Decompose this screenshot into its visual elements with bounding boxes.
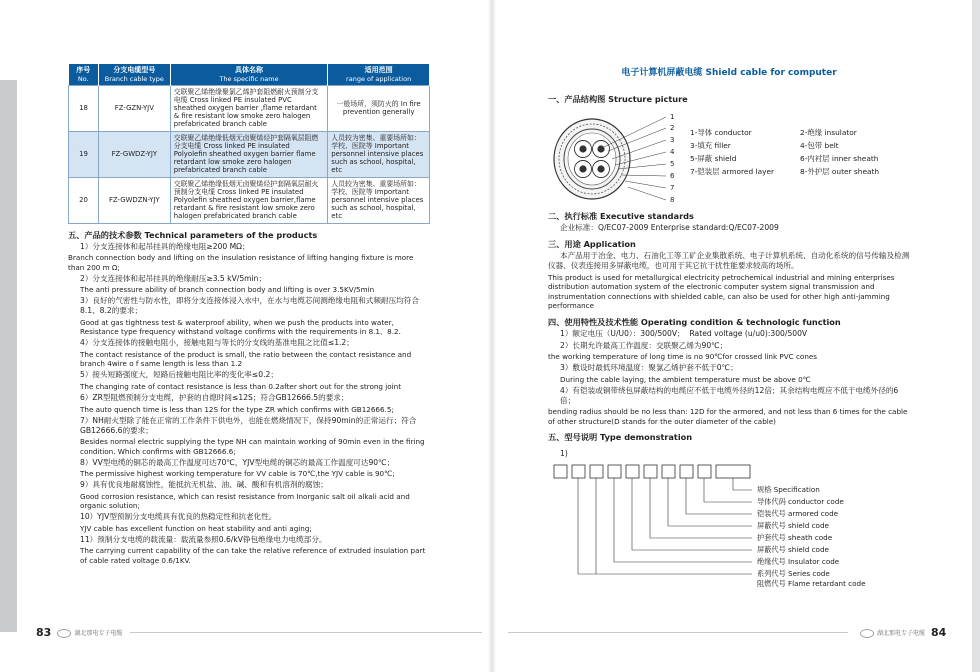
- left-edge-bar: [0, 80, 17, 632]
- param-zh: 9）具有优良地耐腐蚀性，能抵抗无机盐、油、碱、酸和有机溶剂的腐蚀；: [80, 480, 328, 490]
- logo-icon: [860, 629, 874, 638]
- header-name: 具体名称 The specific name: [170, 64, 328, 85]
- cell-name: 交联聚乙烯绝缘低烟无卤聚烯烃护套隔氧层阻燃分支电缆 Cross linked PE insulated Polyolefin sheathed oxygen barrier flame retardant low smoke zero halogen prefabricated branch cable: [170, 131, 328, 177]
- page-number: 84: [931, 626, 947, 639]
- footer-rule-right: [508, 632, 848, 633]
- structure-legend: [690, 127, 910, 179]
- table-row: [69, 85, 430, 131]
- page-number: 83: [36, 626, 52, 639]
- param-en: Good corrosion resistance, which can resist resistance from Inorganic salt oil alkali acid and organic solution;: [80, 491, 410, 511]
- left-page: [68, 64, 430, 565]
- param-en: Besides normal electric supplying the type NH can maintain working of 90min even in the firing condition. Which confirms with GB12666.6;: [80, 437, 425, 456]
- section-application-heading: 三、用途 Application: [548, 239, 636, 250]
- param-zh: 8）VV型电缆的铜芯的最高工作温度可达70℃，YJV型电缆的铜芯的最高工作温度可达90℃；: [80, 457, 395, 467]
- diagram-number: 1: [670, 112, 675, 121]
- cell-no: 19: [69, 131, 99, 177]
- legend-item: 7-铠装层 armored layer: [690, 167, 775, 177]
- footer-right: [860, 626, 946, 641]
- diagram-number: 5: [670, 159, 675, 168]
- diagram-number: 2: [670, 123, 675, 132]
- company-logo: 湖北那电专子电缆: [57, 629, 122, 638]
- table-row: [69, 177, 430, 223]
- table-row: [69, 131, 430, 177]
- standards-text: 企业标准：Q/EC07-2009 Enterprise standard:Q/EC07-2009: [560, 223, 779, 233]
- cell-range: 一般场所，须防火的 In fire prevention generally: [328, 85, 430, 131]
- right-edge-bar: [972, 0, 980, 672]
- model-label: 系列代号 Series code: [757, 569, 830, 579]
- cell-no: 20: [69, 177, 99, 223]
- diagram-number: 8: [670, 195, 675, 204]
- header-no: 序号 No.: [69, 64, 99, 85]
- model-label: 屏蔽代号 shield code: [757, 545, 829, 555]
- model-label: 阻燃代号 Flame retardant code: [757, 579, 866, 589]
- param-en: The anti pressure ability of branch connection body and lifting is over 3.5KV/5min: [80, 285, 375, 295]
- cell-name: 交联聚乙烯绝缘聚氯乙烯护套阻燃耐火预制分支电缆 Cross linked PE insulated PVC sheathed oxygen barrier ,flame retardant & fire resistant low smoke zero halogen prefabricated branch cable: [170, 85, 328, 131]
- section-technical-parameters-heading: 五、产品的技术参数 Technical parameters of the products: [68, 229, 318, 240]
- model-label: 铠装代号 armored code: [757, 509, 839, 519]
- param-en: Branch connection body and lifting on the insulation resistance of lifting hanging fixture is more than 200 m Ω;: [68, 253, 414, 272]
- section-type-demonstration-heading: 五、型号说明 Type demonstration: [548, 432, 693, 443]
- param-en: The permissive highest working temperature for VV cable is 70℃,the YJV cable is 90℃;: [80, 469, 395, 479]
- operating-item: 4）有铠装或铜带绕包屏蔽结构的电缆应不低于电缆外径的12倍；其余结构电缆应不低于电缆外径的6倍；: [560, 385, 899, 405]
- model-label: 规格 Specification: [757, 485, 820, 495]
- param-zh: 6）ZR型阻燃预制分支电缆，护套的自熄时间≤12S；符合GB12666.5的要求；: [80, 393, 349, 402]
- diagram-number: 7: [670, 183, 675, 192]
- param-zh: 5）接头短路强度大，短路后接触电阻比率的变化率≤0.2；: [80, 370, 278, 380]
- model-label: 屏蔽代号 shield code: [757, 521, 829, 531]
- type-sub-label: 1): [560, 448, 568, 458]
- type-demonstration-diagram: [548, 447, 910, 579]
- header-type: 分支电缆型号 Branch cable type: [98, 64, 170, 85]
- company-logo: 湖北那电专子电缆: [860, 629, 925, 638]
- legend-item: 5-屏蔽 shield: [690, 154, 737, 164]
- cell-range: 人员较为密集、重要场所如：学校、医院等 Important personnel intensive places such as school, hospital, etc: [328, 177, 430, 223]
- section-operating-heading: 四、使用特性及技术性能 Operating condition & technologic function: [548, 316, 841, 327]
- structure-picture: [548, 109, 910, 205]
- cell-name: 交联聚乙烯绝缘低烟无卤聚烯烃护套隔氧层耐火预制分支电缆 Cross linked PE insulated Polyolefin sheathed oxygen barrier,flame retardant & fire resistant low smoke zero halogen prefabricated branch cable: [170, 177, 328, 223]
- legend-item: 2-绝缘 insulator: [800, 128, 857, 138]
- cell-type: FZ-GWDZN-YJY: [98, 177, 170, 223]
- cell-type: FZ-GWDZ-YJY: [98, 131, 170, 177]
- footer-left: [36, 626, 122, 641]
- legend-item: 6-内衬层 inner sheath: [800, 154, 879, 164]
- right-page: [548, 68, 910, 589]
- footer-rule-left: [130, 632, 482, 633]
- param-en: The auto quench time is less than 12S for the type ZR which confirms with GB12666.5;: [80, 404, 394, 414]
- param-zh: 11）预制分支电缆的载流量：载流量参照0.6/kV铮包绝缘电力电缆部分。: [80, 534, 327, 544]
- param-zh: 2）分支连接体和起吊挂具的绝缘耐压≥3.5 kV/5min；: [80, 273, 267, 283]
- param-zh: 10）YJV型预制分支电缆具有优良的热稳定性和抗老化性。: [80, 512, 277, 522]
- operating-item: 3）敷设时最低环境温度：聚氯乙烯护套不低于0℃；: [560, 363, 738, 373]
- page-spine: [488, 0, 496, 672]
- param-en: The carrying current capability of the can take the relative reference of extruded insulation part of cable rated voltage 0.6/1KV.: [80, 546, 426, 565]
- param-zh: 7）NH耐火型除了能在正常的工作条件下供电外，也能在燃烧情况下，保持90min的正常运行；符合GB12666.6的要求；: [80, 415, 417, 435]
- diagram-number: 3: [670, 135, 675, 144]
- section-structure-heading: 一、产品结构图 Structure picture: [548, 93, 688, 104]
- param-en: YJV cable has excellent function on heat stability and anti aging;: [80, 523, 312, 533]
- param-en: The changing rate of contact resistance is less than 0.2after short out for the strong joint: [80, 382, 402, 391]
- cell-type: FZ-GZN-YJV: [98, 85, 170, 131]
- param-en: The contact resistance of the product is small, the ratio between the contact resistance and branch 4wire o f same length is less than 1.2: [80, 349, 412, 369]
- operating-item: 2）长期允许最高工作温度：交联聚乙烯为90℃；: [560, 340, 728, 350]
- operating-item-en: bending radius should be no less than: 12D for the armored, and not less than 6 times for the cable of other structure(D stands for the outer diameter of the cable): [548, 407, 908, 426]
- legend-item: 3-填充 filler: [690, 141, 731, 151]
- cable-cross-section-icon: [548, 109, 688, 205]
- legend-item: 8-外护层 outer sheath: [800, 167, 880, 177]
- operating-item-en: the working temperature of long time is no 90℃for crossed link PVC cones: [548, 352, 818, 362]
- model-label: 导体代码 conductor code: [757, 497, 844, 507]
- cell-no: 18: [69, 85, 99, 131]
- page-title: 电子计算机屏蔽电缆 Shield cable for computer: [621, 68, 837, 78]
- cell-range: 人员较为密集、重要场所如：学校、医院等 Important personnel intensive places such as school, hospital, etc: [328, 131, 430, 177]
- operating-item-en: During the cable laying, the ambient temperature must be above 0℃: [560, 374, 811, 384]
- header-range: 适用范围 range of application: [328, 64, 430, 85]
- table-header-row: [69, 64, 430, 85]
- model-label: 绝缘代号 Insulator code: [757, 557, 840, 567]
- operating-item: 1）额定电压（U/U0）：300/500V； Rated voltage (u/u0):300/500V: [560, 329, 808, 339]
- branch-cable-table: [68, 64, 430, 224]
- param-zh: 4）分支连接体的接触电阻小，接触电阻与等长的分支线的基准电阻之比值≤1.2；: [80, 338, 354, 348]
- param-zh: 3）良好的气密性与防水性，即将分支连接体浸入水中，在水与电缆芯间测绝缘电阻和式频耐压均符合8.1、8.2的要求；: [80, 296, 419, 316]
- parameters-list: [68, 242, 430, 565]
- section-standards-heading: 二、执行标准 Executive standards: [548, 210, 694, 221]
- application-en: This product is used for metallurgical electricity petrochemical industrial and mining enterprises distribution automation system of the electronic computer system signal transmission and instrumentation connections with shielded cable, can also be used for other high anti-jamming performance: [548, 272, 895, 311]
- logo-icon: [57, 629, 71, 638]
- param-en: Good at gas tightness test & waterproof ability, when we push the products into water, Resistance type frequency withstand voltage confirms with the requirements in 8.1、8.2.: [80, 317, 401, 337]
- legend-item: 4-包带 belt: [800, 141, 839, 151]
- diagram-number: 4: [670, 147, 675, 156]
- model-code-boxes: [548, 447, 910, 575]
- model-label: 护套代号 sheath code: [757, 533, 833, 543]
- param-zh: 1）分支连接体和起吊挂具的绝缘电阻≥200 MΩ；: [80, 241, 250, 251]
- diagram-number: 6: [670, 171, 675, 180]
- legend-item: 1-导体 conductor: [690, 128, 752, 138]
- application-zh: 本产品用于冶金、电力、石油化工等工矿企业集散系统、电子计算机系统、自动化系统的信号传输及检测仪器、仪表连接用多屏蔽电缆，也可用于其它抗干扰性能要求较高的场所。: [548, 251, 910, 271]
